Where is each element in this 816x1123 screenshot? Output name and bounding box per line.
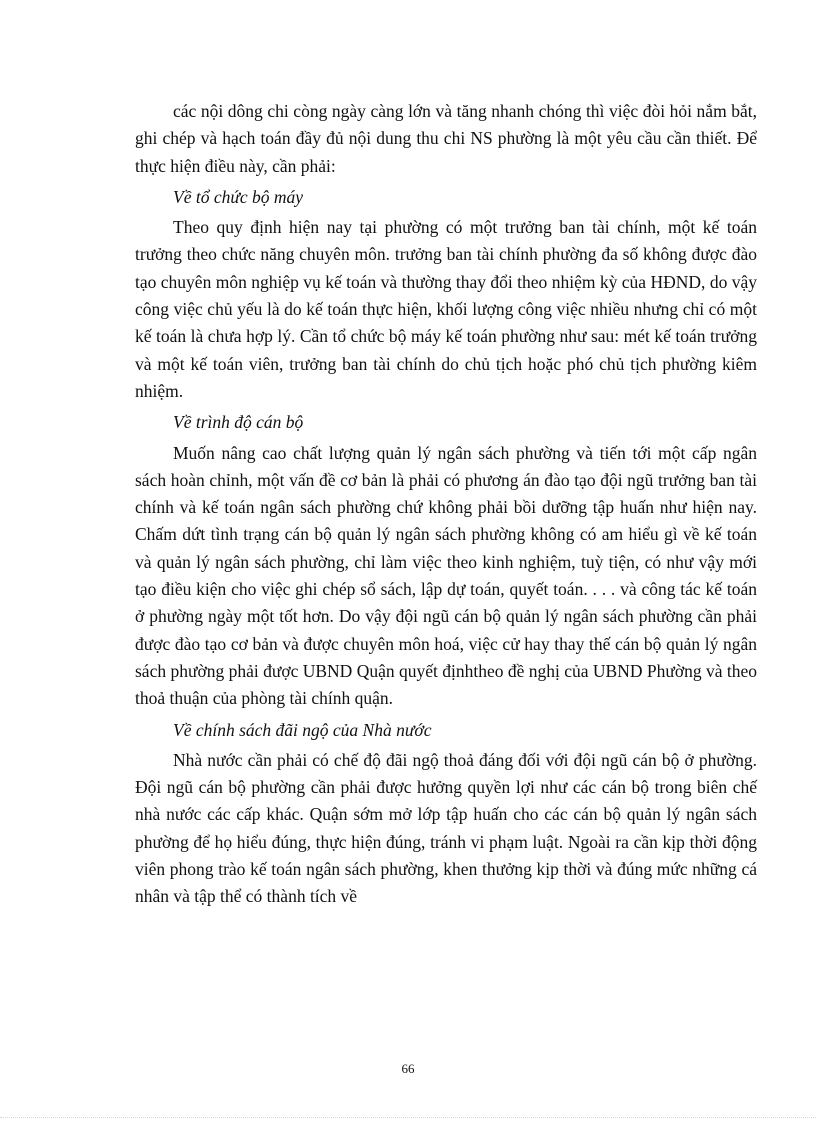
body-paragraph-3: Muốn nâng cao chất lượng quản lý ngân sách phường và tiến tới một cấp ngân sách hoàn chỉnh, một vấn đề cơ bản là phải có phương án đào tạo đội ngũ trưởng ban tài chính và kế toán ngân sách phường chứ không phải bồi dưỡng tập huấn như hiện nay. Chấm dứt tình trạng cán bộ quản lý ngân sách phường không có am hiểu gì về kế toán và quản lý ngân sách phường, chỉ làm việc theo kinh nghiệm, tuỳ tiện, có như vậy mới tạo điều kiện cho việc ghi chép sổ sách, lập dự toán, quyết toán. . . . và công tác kế toán ở phường ngày một tốt hơn. Do vậy đội ngũ cán bộ quản lý ngân sách phường cần phải được đào tạo cơ bản và được chuyên môn hoá, việc cử hay thay thế cán bộ quản lý ngân sách phường phải được UBND Quận quyết địnhtheo đề nghị của UBND Phường và theo thoả thuận của phòng tài chính quận. bbox=[135, 442, 757, 709]
body-paragraph-4: Nhà nước cần phải có chế độ đãi ngộ thoả đáng đối với đội ngũ cán bộ ở phường. Đội ngũ cán bộ phường cần phải được hưởng quyền lợi như các cán bộ trong biên chế nhà nước các cấp khác. Quận sớm mở lớp tập huấn cho các cán bộ quản lý ngân sách phường để họ hiểu đúng, thực hiện đúng, tránh vi phạm luật. Ngoài ra cần kịp thời động viên phong trào kế toán ngân sách phường, khen thưởng kịp thời và đúng mức những cá nhân và tập thể có thành tích về bbox=[135, 749, 757, 907]
body-paragraph-1: các nội dông chi còng ngày càng lớn và tăng nhanh chóng thì việc đòi hỏi nắm bắt, ghi chép và hạch toán đầy đủ nội dung thu chi NS phường là một yêu cầu cần thiết. Để thực hiện điều này, cần phải: bbox=[135, 101, 757, 176]
section-heading-organization: Về tổ chức bộ máy bbox=[173, 186, 304, 207]
body-paragraph-2: Theo quy định hiện nay tại phường có một trưởng ban tài chính, một kế toán trưởng theo chức năng chuyên môn. trưởng ban tài chính phường đa số không được đào tạo chuyên môn nghiệp vụ kế toán và thường thay đổi theo nhiệm kỳ của HĐND, do vậy công việc chủ yếu là do kế toán thực hiện, khối lượng công việc nhiều nhưng chỉ có một kế toán là chưa hợp lý. Cần tổ chức bộ máy kế toán phường như sau: mét kế toán trưởng và một kế toán viên, trưởng ban tài chính do chủ tịch hoặc phó chủ tịch phường kiêm nhiệm. bbox=[135, 217, 757, 401]
page-number: 66 bbox=[401, 1061, 415, 1076]
document-body bbox=[135, 98, 757, 911]
page-bottom-divider bbox=[0, 1117, 816, 1118]
section-heading-staff-qualification: Về trình độ cán bộ bbox=[173, 412, 304, 433]
section-heading-state-policy: Về chính sách đãi ngộ của Nhà nước bbox=[173, 719, 432, 740]
